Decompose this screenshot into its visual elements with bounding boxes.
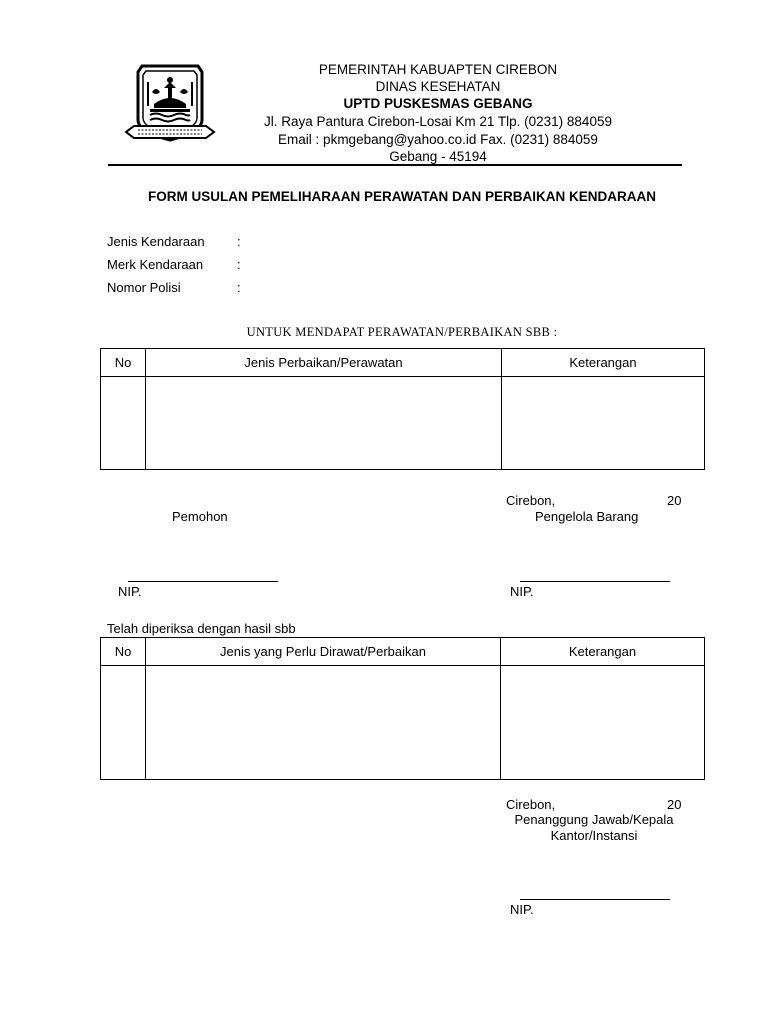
table-header-row [101, 349, 705, 377]
section2-caption: Telah diperiksa dengan hasil sbb [107, 621, 296, 636]
section1-caption: UNTUK MENDAPAT PERAWATAN/PERBAIKAN SBB : [246, 325, 558, 339]
table-row [101, 666, 705, 780]
sign1-year: 20 [667, 493, 682, 508]
cell-repair-type[interactable] [146, 377, 502, 470]
header-department: DINAS KESEHATAN [375, 79, 501, 94]
form-title: FORM USULAN PEMELIHARAAN PERAWATAN DAN PERBAIKAN KENDARAAN [148, 189, 656, 204]
column-header-no: No [101, 638, 146, 666]
column-header-notes: Keterangan [501, 638, 705, 666]
field-label-vehicle-type: Jenis Kendaraan [107, 234, 205, 249]
field-separator: : [237, 234, 241, 249]
header-government: PEMERINTAH KABUAPTEN CIREBON [318, 62, 558, 77]
sign1-applicant-label: Pemohon [172, 509, 228, 524]
cell-no[interactable] [101, 377, 146, 470]
sign2-place: Cirebon, [506, 797, 556, 812]
column-header-no: No [101, 349, 146, 377]
signature-line-applicant [128, 581, 278, 582]
field-label-vehicle-brand: Merk Kendaraan [107, 257, 204, 272]
column-header-repair-type: Jenis Perbaikan/Perawatan [146, 349, 502, 377]
header-city: Gebang - 45194 [389, 149, 487, 164]
field-separator: : [237, 280, 241, 295]
sign1-place: Cirebon, [506, 493, 556, 508]
header-institution: UPTD PUSKESMAS GEBANG [343, 96, 533, 111]
cell-notes[interactable] [502, 377, 705, 470]
sign2-year: 20 [667, 797, 682, 812]
column-header-maintenance-type: Jenis yang Perlu Dirawat/Perbaikan [146, 638, 501, 666]
column-header-notes: Keterangan [502, 349, 705, 377]
signature-line-head [520, 899, 670, 900]
cell-no[interactable] [101, 666, 146, 780]
header-divider [108, 164, 682, 166]
field-separator: : [237, 257, 241, 272]
repair-request-table [100, 348, 705, 470]
sign2-office-label: Kantor/Instansi [550, 828, 638, 843]
sign1-property-manager-label: Pengelola Barang [535, 509, 639, 524]
sign1-nip-left: NIP. [118, 584, 142, 599]
table-header-row [101, 638, 705, 666]
table-row [101, 377, 705, 470]
inspection-result-table [100, 637, 705, 780]
cell-notes[interactable] [501, 666, 705, 780]
signature-line-property-manager [520, 581, 670, 582]
header-contact: Email : pkmgebang@yahoo.co.id Fax. (0231) 884059 [278, 132, 598, 147]
sign1-nip-right: NIP. [510, 584, 534, 599]
header-address: Jl. Raya Pantura Cirebon-Losai Km 21 Tlp. (0231) 884059 [264, 114, 612, 129]
sign2-nip: NIP. [510, 902, 534, 917]
kabupaten-cirebon-emblem-icon [124, 62, 216, 152]
sign2-responsible-label: Penanggung Jawab/Kepala [514, 812, 674, 827]
cell-maintenance-type[interactable] [146, 666, 501, 780]
field-label-plate-number: Nomor Polisi [107, 280, 181, 295]
